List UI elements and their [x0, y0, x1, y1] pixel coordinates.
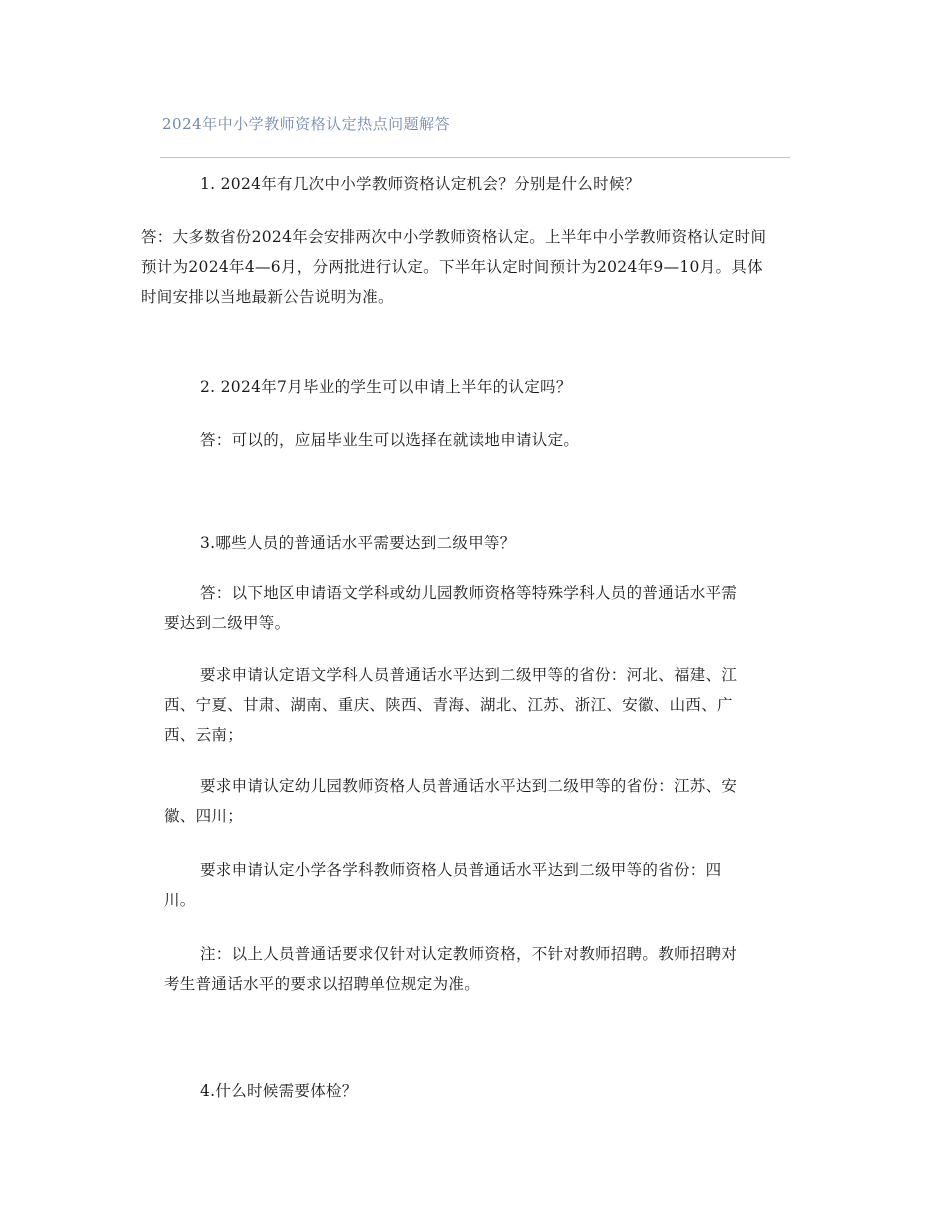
kindergarten-line-2: 徽、四川； — [164, 807, 244, 825]
primary-school-line-2: 川。 — [164, 891, 196, 909]
question-1-text: 1. 2024年有几次中小学教师资格认定机会？分别是什么时候？ — [200, 175, 641, 193]
question-2 — [200, 372, 572, 402]
question-2-text: 2. 2024年7月毕业的学生可以申请上半年的认定吗？ — [200, 378, 572, 396]
title-divider — [160, 157, 790, 158]
answer-3-line-1: 答：以下地区申请语文学科或幼儿园教师资格等特殊学科人员的普通话水平需 — [200, 584, 738, 602]
note-line-1: 注：以上人员普通话要求仅针对认定教师资格，不针对教师招聘。教师招聘对 — [200, 945, 738, 963]
document-title: 2024年中小学教师资格认定热点问题解答 — [162, 115, 451, 133]
chinese-subject-line-1: 要求申请认定语文学科人员普通话水平达到二级甲等的省份：河北、福建、江 — [200, 666, 738, 684]
answer-1-line-1: 答：大多数省份2024年会安排两次中小学教师资格认定。上半年中小学教师资格认定时间 — [141, 228, 767, 246]
primary-school-provinces — [164, 855, 721, 915]
chinese-subject-line-2: 西、宁夏、甘肃、湖南、重庆、陕西、青海、湖北、江苏、浙江、安徽、山西、广 — [164, 696, 733, 714]
kindergarten-provinces — [164, 771, 737, 831]
chinese-subject-line-3: 西、云南； — [164, 726, 244, 744]
note — [164, 939, 737, 999]
answer-3-line-2: 要达到二级甲等。 — [164, 614, 291, 632]
answer-2-text: 答：可以的，应届毕业生可以选择在就读地申请认定。 — [200, 431, 580, 449]
question-4-text: 4.什么时候需要体检？ — [200, 1082, 358, 1100]
answer-1 — [141, 222, 766, 312]
primary-school-line-1: 要求申请认定小学各学科教师资格人员普通话水平达到二级甲等的省份：四 — [200, 861, 722, 879]
question-4 — [200, 1076, 358, 1106]
answer-2 — [200, 425, 579, 455]
question-3 — [200, 528, 516, 558]
note-line-2: 考生普通话水平的要求以招聘单位规定为准。 — [164, 975, 481, 993]
question-1 — [200, 169, 640, 199]
chinese-subject-provinces — [164, 660, 737, 750]
answer-1-line-3: 时间安排以当地最新公告说明为准。 — [141, 288, 394, 306]
answer-1-line-2: 预计为2024年4—6月，分两批进行认定。下半年认定时间预计为2024年9—10月。具体 — [141, 258, 763, 276]
question-3-text: 3.哪些人员的普通话水平需要达到二级甲等？ — [200, 534, 516, 552]
answer-3 — [164, 578, 737, 638]
kindergarten-line-1: 要求申请认定幼儿园教师资格人员普通话水平达到二级甲等的省份：江苏、安 — [200, 777, 738, 795]
